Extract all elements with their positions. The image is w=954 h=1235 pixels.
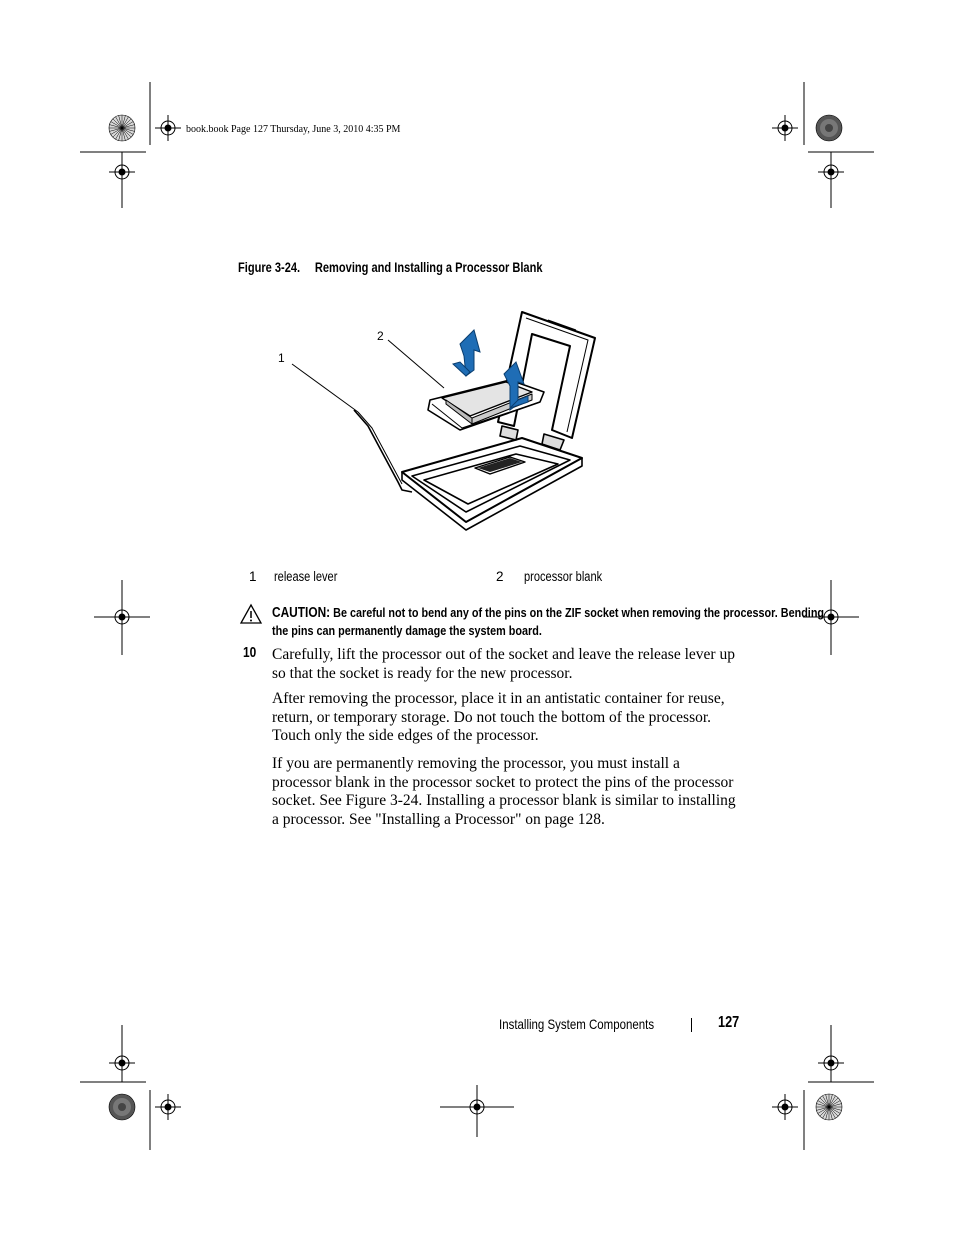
processor-socket-illustration <box>270 300 610 540</box>
crop-mark-icon <box>804 1025 874 1150</box>
caution-triangle-icon <box>239 603 263 625</box>
step-text: Carefully, lift the processor out of the socket and leave the release lever up so that the socket is ready for the new processor. <box>272 646 735 682</box>
caution-notice <box>272 604 832 640</box>
figure-number: Figure 3-24. <box>238 260 301 275</box>
color-bar-icon <box>816 115 842 141</box>
figure-title: Removing and Installing a Processor Blank <box>314 260 543 275</box>
callout-1: 1 <box>278 351 285 365</box>
page-number: 127 <box>718 1014 740 1031</box>
up-arrow-icon <box>453 330 480 376</box>
crop-mark-icon <box>80 1025 150 1150</box>
crop-mark-icon <box>804 82 874 208</box>
color-bar-icon <box>109 115 135 141</box>
footer-divider <box>691 1018 692 1032</box>
legend-label-processor-blank: processor blank <box>524 569 603 584</box>
registration-target-icon <box>818 159 844 185</box>
figure-caption <box>238 260 543 275</box>
print-slug: book.book Page 127 Thursday, June 3, 2010 4:35 PM <box>186 124 401 135</box>
legend-label-release-lever: release lever <box>274 569 338 584</box>
registration-target-icon <box>155 1094 181 1120</box>
paragraph-storage: After removing the processor, place it in an antistatic container for reuse, return, or temporary storage. Do not touch the bottom of the processor. Touch only the side edges of the processor. <box>272 690 725 745</box>
registration-target-icon <box>155 115 181 141</box>
legend-number-1: 1 <box>249 569 257 584</box>
color-bar-icon <box>816 1094 842 1120</box>
legend-number-2: 2 <box>496 569 504 584</box>
registration-target-icon <box>772 115 798 141</box>
callout-2: 2 <box>377 329 384 343</box>
color-bar-icon <box>109 1094 135 1120</box>
caution-label: CAUTION: <box>272 605 331 621</box>
registration-target-icon <box>772 1094 798 1120</box>
registration-target-icon <box>818 1050 844 1076</box>
crop-mark-icon <box>80 82 150 208</box>
paragraph-processor-blank: If you are permanently removing the processor, you must install a processor blank in the processor socket to protect the pins of the processor socket. See Figure 3-24. Installing a processor blank is similar to installing a processor. See "Installing a Processor" on page 128. <box>272 755 736 829</box>
footer-section-title: Installing System Components <box>499 1016 655 1032</box>
step-number: 10 <box>243 645 257 661</box>
registration-target-icon <box>109 159 135 185</box>
caution-message: Be careful not to bend any of the pins on the ZIF socket when removing the processor. Bending the pins can permanently damage the system board. <box>272 605 825 638</box>
registration-target-icon <box>109 1050 135 1076</box>
